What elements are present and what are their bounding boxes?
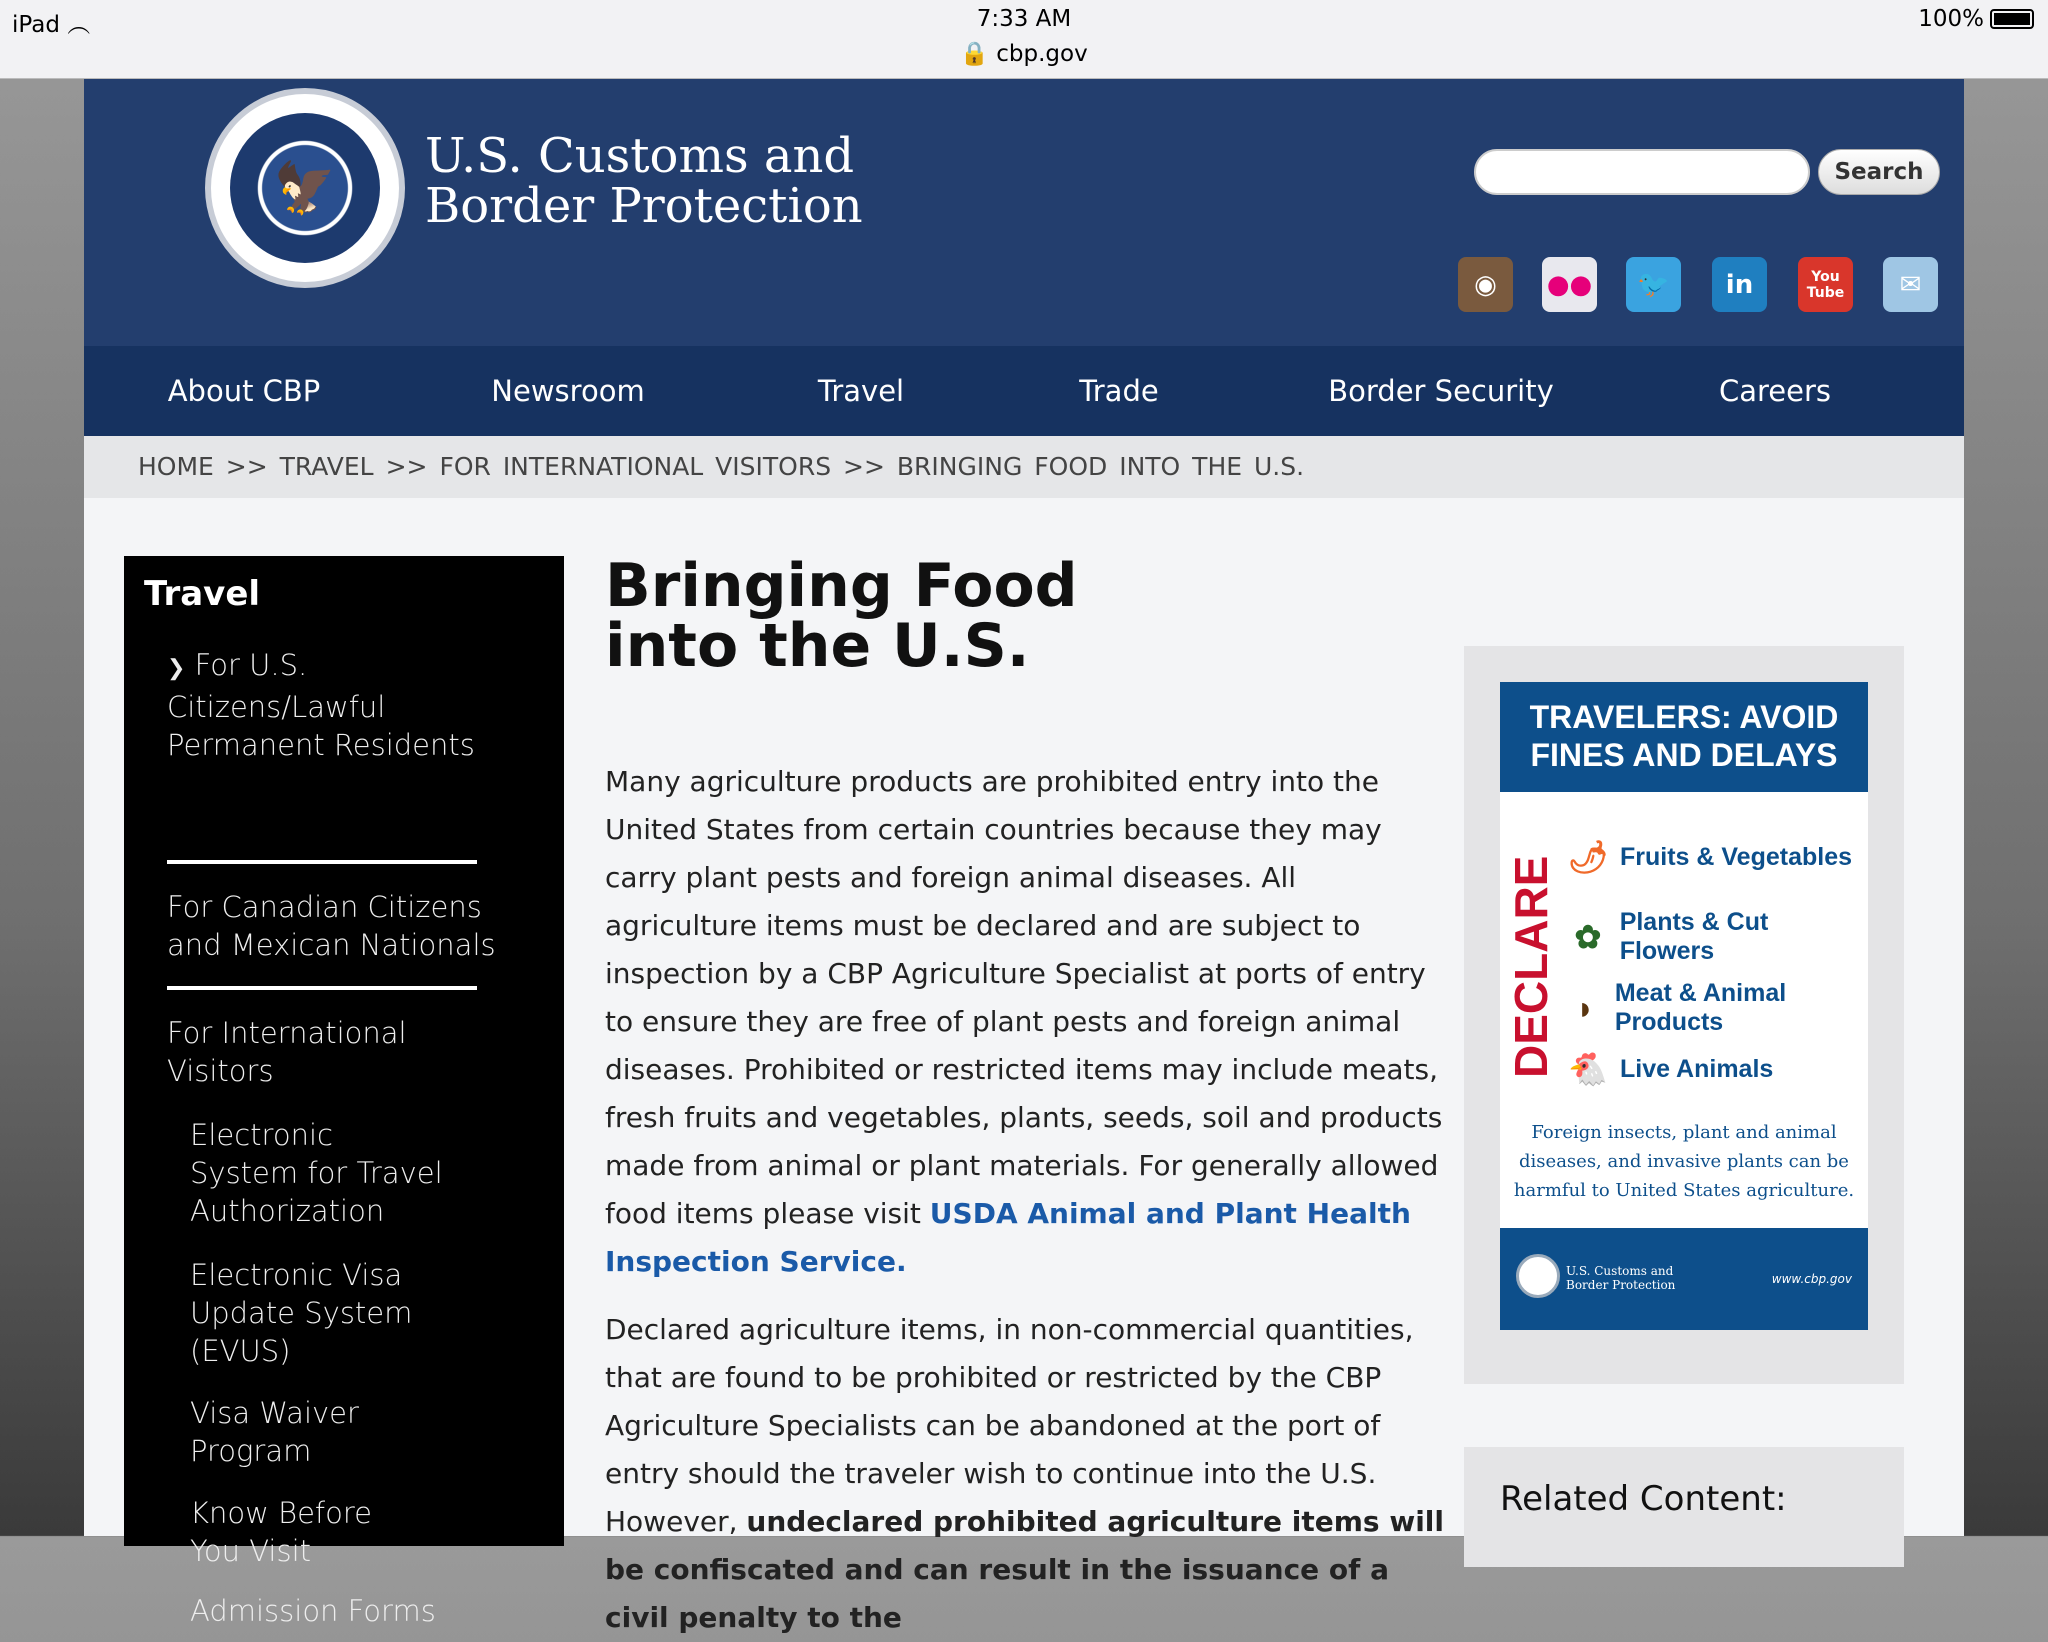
sidebar-item-admission-forms[interactable]: Admission Forms: [190, 1594, 436, 1628]
site-title[interactable]: [425, 128, 863, 234]
poster-item-label: Plants & Cut Flowers: [1619, 908, 1769, 965]
paragraph-1: [605, 758, 1455, 1286]
breadcrumb-travel[interactable]: TRAVEL: [279, 452, 374, 481]
nav-border-security[interactable]: Border Security: [1328, 374, 1554, 408]
sidebar-item-canadian-mexican[interactable]: For Canadian Citizens and Mexican Nationals: [167, 890, 496, 962]
nav-trade[interactable]: Trade: [1079, 374, 1159, 408]
related-content-box: [1464, 1447, 1904, 1567]
chicken-icon: 🐔: [1568, 1051, 1608, 1087]
chevron-right-icon: ❯: [167, 656, 186, 681]
divider: [167, 860, 477, 864]
nav-travel[interactable]: Travel: [817, 374, 905, 408]
plant-icon: ✿: [1574, 919, 1602, 955]
poster-title: TRAVELERS: AVOID FINES AND DELAYS: [1500, 682, 1868, 792]
search-input[interactable]: [1474, 149, 1810, 195]
pepper-icon: 🌶: [1567, 839, 1609, 875]
breadcrumb-sep: >>: [843, 452, 885, 481]
poster-item: [1566, 908, 1868, 966]
sidebar-nav: [124, 556, 564, 1628]
poster-item: [1566, 979, 1868, 1037]
sidebar-item-evus[interactable]: Electronic Visa Update System (EVUS): [190, 1258, 413, 1368]
sidebar-heading[interactable]: Travel: [144, 574, 261, 614]
paragraph-2-bold: undeclared prohibited agriculture items will be confiscated and can result in the issuance of a civil penalty to the: [605, 1505, 1444, 1634]
sidebar-item-label: For U.S. Citizens/Lawful Permanent Residents: [167, 648, 475, 762]
url-text: cbp.gov: [996, 41, 1088, 67]
right-panel: [1464, 646, 1904, 1384]
instagram-icon[interactable]: ◉: [1458, 257, 1513, 312]
poster-item-label: Fruits & Vegetables: [1620, 842, 1853, 871]
breadcrumb: [84, 436, 1964, 498]
twitter-icon[interactable]: 🐦: [1626, 257, 1681, 312]
youtube-icon[interactable]: You Tube: [1798, 257, 1853, 312]
flickr-icon[interactable]: ●●: [1542, 257, 1597, 312]
email-icon[interactable]: ✉: [1883, 257, 1938, 312]
breadcrumb-intl-visitors[interactable]: FOR INTERNATIONAL VISITORS: [439, 452, 832, 481]
device-name: iPad: [12, 12, 60, 38]
poster-item: [1566, 838, 1852, 876]
dhs-seal-logo[interactable]: 🦅: [205, 88, 405, 288]
sidebar-item-know-before[interactable]: Know Before You Visit: [190, 1496, 372, 1568]
divider: [167, 986, 477, 990]
poster-item-label: Meat & Animal Products: [1614, 979, 1787, 1036]
web-page: [84, 79, 1964, 1634]
site-header: [84, 79, 1964, 346]
wifi-icon: ︵: [67, 12, 91, 38]
sidebar-item-us-citizens[interactable]: [167, 646, 487, 764]
battery-percent: 100%: [1918, 6, 1984, 32]
paragraph-1-text: Many agriculture products are prohibited entry into the United States from certain countries because they may carry plant pests and foreign animal diseases. All agriculture items must be declared and are subject to inspection by a CBP Agriculture Specialist at ports of entry to ensure they are free of plant pests and foreign animal diseases. Prohibited or restricted items may include meats, fresh fruits and vegetables, plants, seeds, soil and products made from animal or plant materials. For generally allowed food items please visit: [605, 765, 1443, 1230]
nav-about-cbp[interactable]: About CBP: [167, 374, 321, 408]
main-nav: [84, 346, 1964, 436]
site-title-line1: U.S. Customs and: [425, 128, 855, 184]
poster-footer: [1500, 1228, 1868, 1330]
battery-icon: [1990, 9, 2034, 29]
poster-note: Foreign insects, plant and animal diseases, and invasive plants can be harmful to United States agriculture.: [1513, 1122, 1855, 1201]
breadcrumb-sep: >>: [385, 452, 428, 481]
lock-icon: 🔒: [960, 41, 989, 67]
nav-careers[interactable]: Careers: [1718, 374, 1832, 408]
poster-item: [1566, 1050, 1773, 1088]
breadcrumb-home[interactable]: HOME: [138, 452, 214, 481]
breadcrumb-current: BRINGING FOOD INTO THE U.S.: [896, 452, 1305, 481]
usda-aphis-link[interactable]: USDA Animal and Plant Health Inspection Service.: [605, 1197, 1411, 1278]
page-title: Bringing Food into the U.S.: [605, 551, 1078, 681]
sidebar-item-esta[interactable]: Electronic System for Travel Authorization: [190, 1118, 443, 1228]
status-bar: [0, 0, 2048, 79]
main-content: [605, 551, 1455, 1642]
sausage-icon: ◗: [1575, 989, 1596, 1026]
nav-newsroom[interactable]: Newsroom: [491, 374, 645, 408]
linkedin-icon[interactable]: in: [1712, 257, 1767, 312]
sidebar-item-visa-waiver[interactable]: Visa Waiver Program: [190, 1396, 359, 1468]
breadcrumb-sep: >>: [225, 452, 268, 481]
paragraph-2-text: Declared agriculture items, in non-commercial quantities, that are found to be prohibited or restricted by the CBP Agriculture Specialists can be abandoned at the port of entry should the traveler wish to continue into the U.S. However,: [605, 1313, 1414, 1538]
sidebar-item-intl-visitors[interactable]: For International Visitors: [167, 1016, 407, 1088]
declare-poster[interactable]: [1500, 682, 1868, 1330]
paragraph-2: [605, 1306, 1455, 1642]
poster-footer-org: U.S. Customs and Border Protection: [1566, 1264, 1676, 1292]
dhs-seal-icon: [1516, 1254, 1560, 1298]
poster-declare: DECLARE: [1505, 855, 1557, 1079]
related-content-heading: Related Content:: [1500, 1479, 1787, 1519]
battery: [1918, 6, 2034, 32]
poster-footer-url: www.cbp.gov: [1771, 1272, 1852, 1286]
site-title-line2: Border Protection: [425, 178, 863, 234]
poster-item-label: Live Animals: [1620, 1054, 1774, 1083]
search-button[interactable]: Search: [1818, 149, 1940, 195]
url-bar[interactable]: [0, 40, 2048, 67]
clock: 7:33 AM: [976, 6, 1072, 32]
